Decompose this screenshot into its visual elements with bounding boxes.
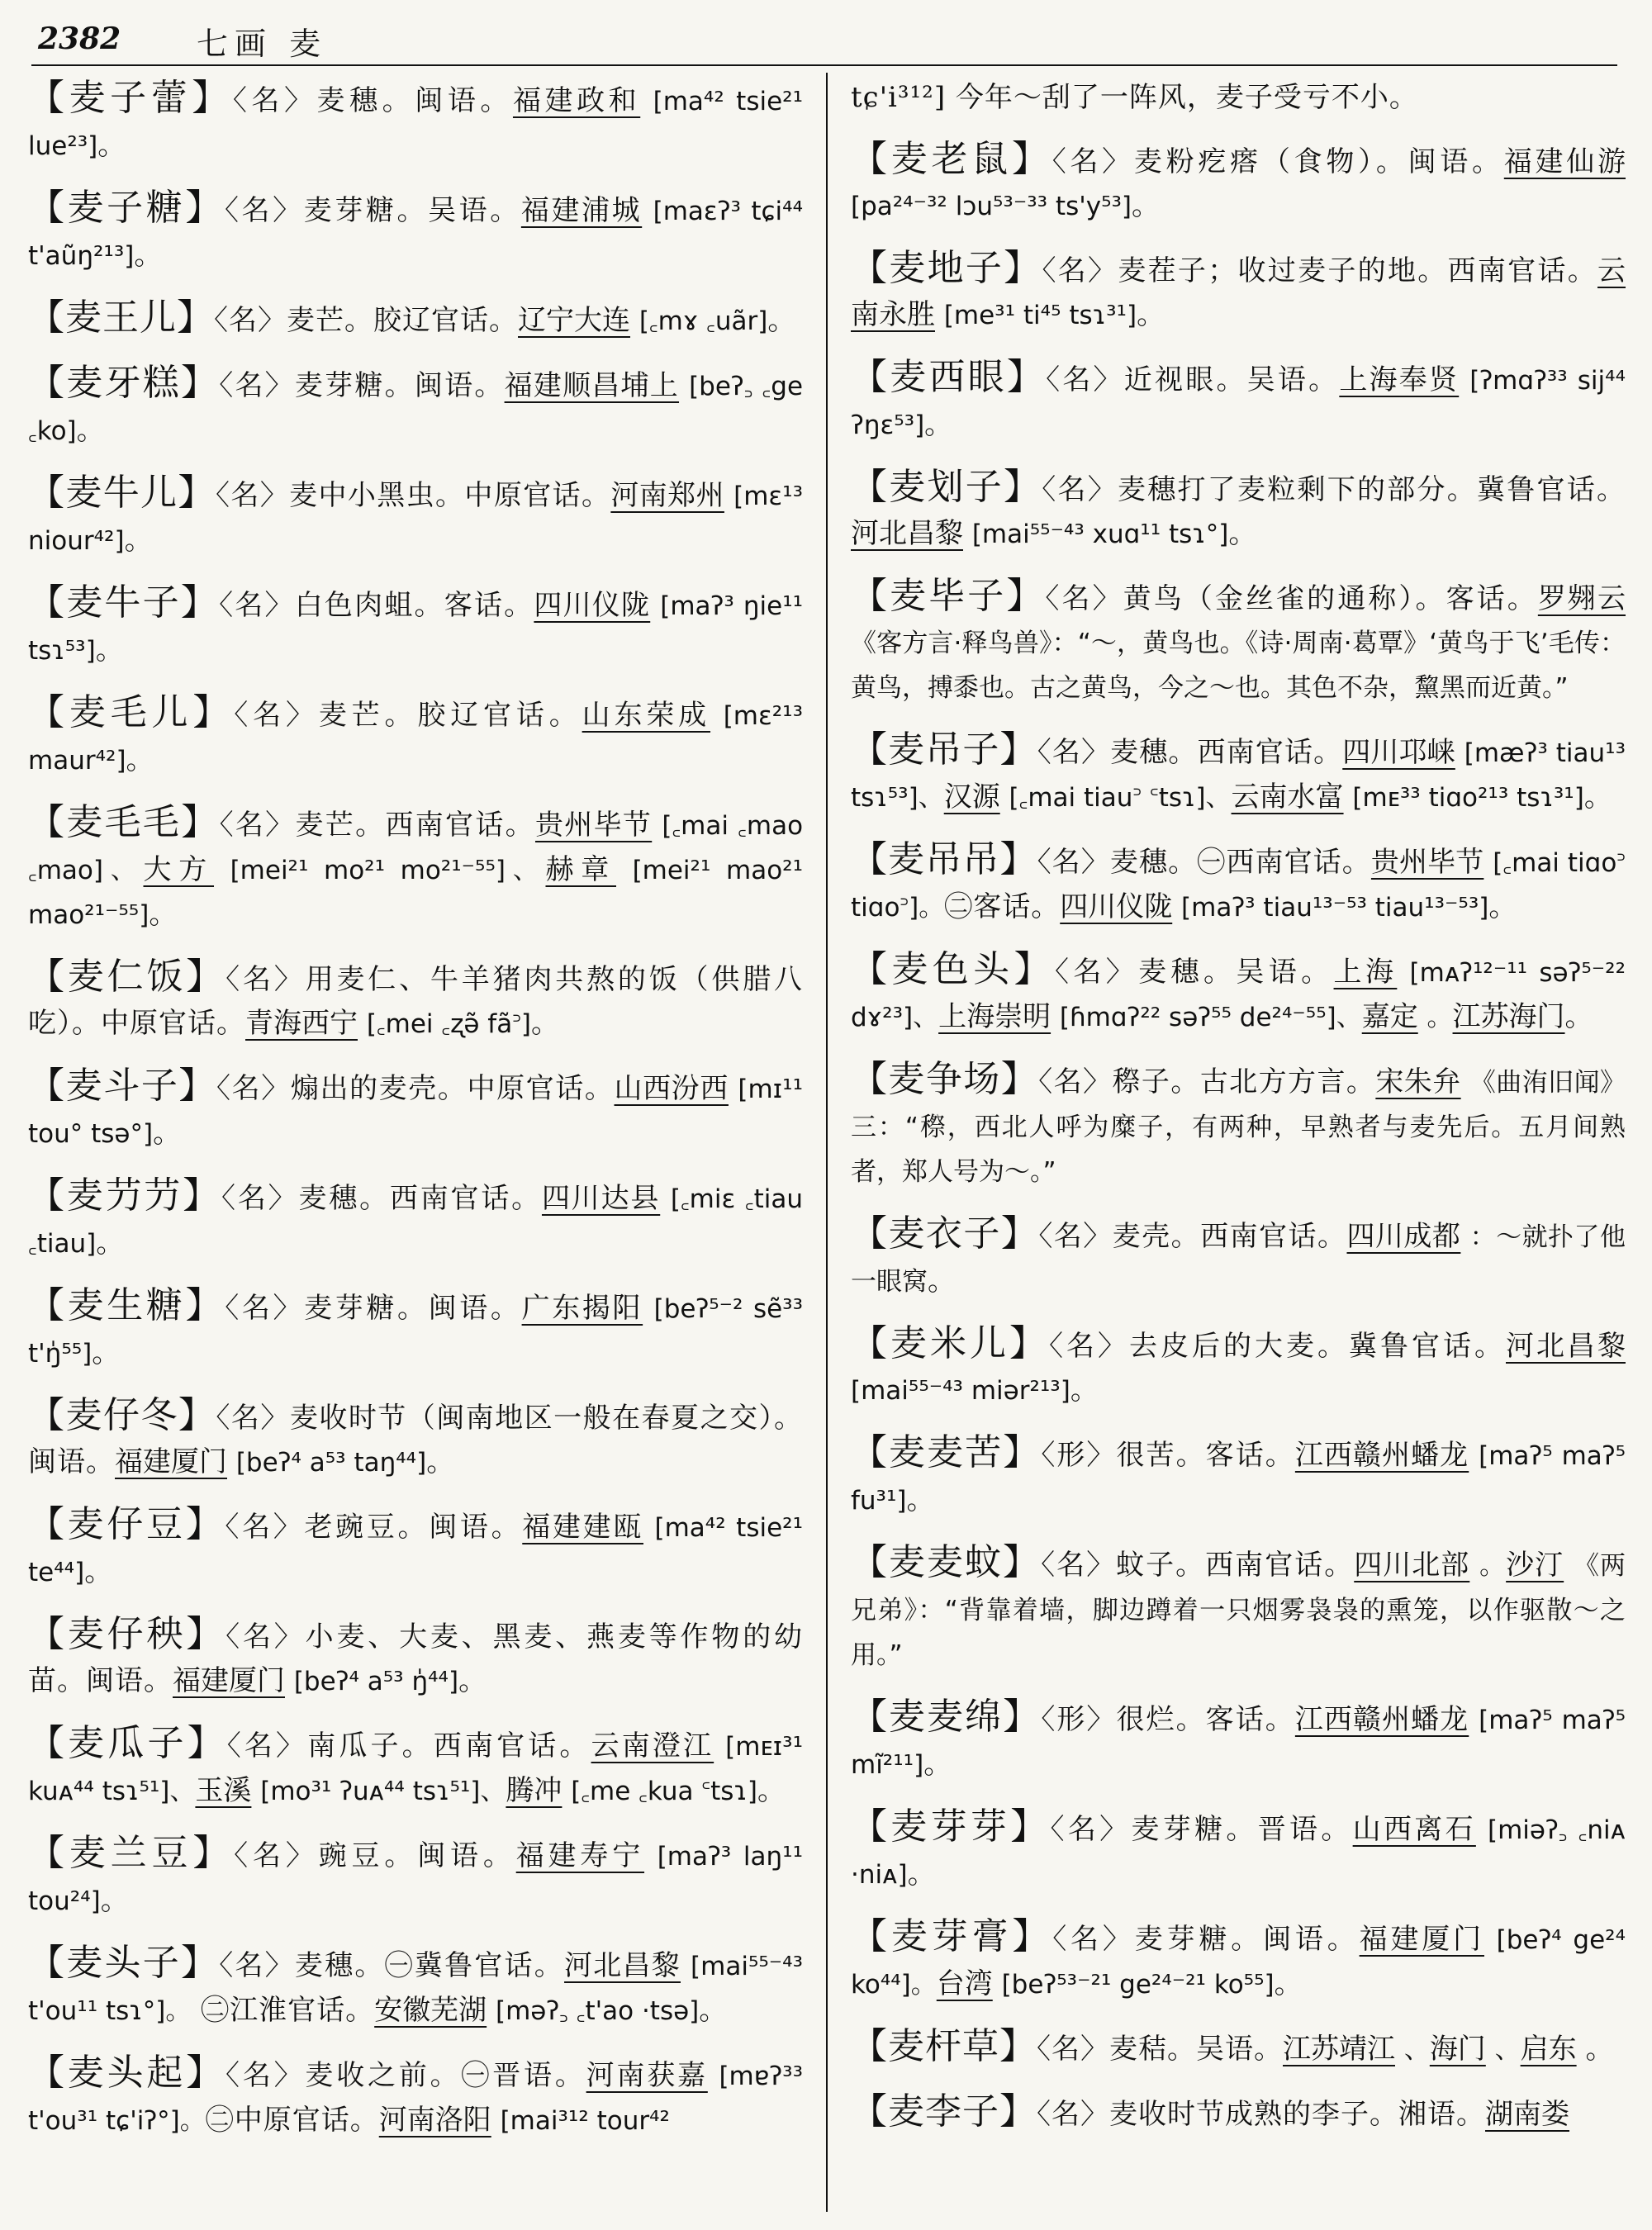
pronunciation: [꜀me ꜀kua ꜂tsɿ] [571,1777,757,1806]
definition: 麦穗。㊀西南官话。 [1109,846,1371,879]
pronunciation: [mei²¹ mao²¹ mao²¹⁻⁵⁵] [28,856,804,930]
entry-headword: 【麦杆草】 [851,2025,1037,2067]
entry-headword: 【麦色头】 [851,948,1055,990]
part-of-speech: 〈名〉 [219,1949,295,1982]
pronunciation: [maʔ³ tiau¹³⁻⁵³ tiau¹³⁻⁵³] [1181,893,1489,923]
place-name: 云南永胜 [851,254,1626,331]
pronunciation: [mᴇɪ³¹ kuᴀ⁴⁴ tsɿ⁵¹]、 [28,1732,804,1806]
definition: 蚊子。西南官话。 [1116,1549,1355,1582]
pronunciation: [ɦmɑʔ²² səʔ⁵⁵ de²⁴⁻⁵⁵]、 [1059,1003,1362,1032]
dictionary-entry [28,1393,803,1485]
pronunciation: [mai⁵⁵⁻⁴³ miər²¹³] [851,1376,1070,1406]
entry-punctuation: 。 [1228,517,1258,550]
dictionary-entry [851,837,1626,930]
dictionary-entry [28,1283,803,1376]
pronunciation: [mᴀʔ¹²⁻¹¹ səʔ⁵⁻²² dɤ²³]、 [851,958,1626,1032]
dictionary-entry [851,1057,1626,1194]
pronunciation: 。 [1427,1003,1453,1032]
header-rule [31,64,1617,66]
part-of-speech: 〈名〉 [1052,1923,1135,1956]
place-name: 河南郑州 [610,479,724,512]
place-name: 四川北部 [1354,1549,1470,1582]
dictionary-entry [28,1502,803,1595]
part-of-speech: 〈名〉 [216,1402,290,1435]
part-of-speech: 〈名〉 [234,1839,319,1872]
entry-punctuation: 。 [458,1664,488,1697]
column-divider [826,73,828,2212]
entry-headword: 【麦毛儿】 [28,691,235,733]
entry-punctuation: 。 [153,1117,183,1150]
place-name: 上海崇明 [938,1000,1051,1033]
pronunciation: [ma⁴² tsie²¹ te⁴⁴] [28,1513,804,1587]
place-name: 上海奉贤 [1339,363,1460,396]
part-of-speech: 〈名〉 [215,479,290,512]
definition: 很烂。客话。 [1116,1703,1295,1736]
part-of-speech: 〈名〉 [1038,1220,1113,1253]
pronunciation: [mɐʔ³³ t'ou³¹ tɕ'iʔ°]。 [28,2062,804,2136]
dictionary-entry [851,2090,1626,2137]
entry-headword: 【麦仔冬】 [28,1394,216,1436]
place-name: 上海 [1333,956,1398,989]
dictionary-entry [851,1212,1626,1304]
place-name: 玉溪 [195,1774,252,1807]
part-of-speech: 〈名〉 [232,84,317,117]
part-of-speech: 〈名〉 [1054,956,1139,989]
pronunciation: [beʔ꜆ ꜀ge ꜀ko] [28,372,804,446]
definition: 麦收之前。㊀晋语。 [305,2059,586,2092]
pronunciation: [mæʔ³ tiau¹³ tsɿ⁵³]、 [851,738,1626,813]
pronunciation: [maʔ³ laŋ¹¹ tou²⁴] [28,1842,804,1916]
definition: 麦穗。吴语。 [1138,956,1334,989]
pronunciation: [mai⁵⁵⁻⁴³ t'ou¹¹ tsɿ°]。 [28,1952,804,2026]
definition: 用麦仁、牛羊猪肉共熬的饭（供腊八吃）。中原官话。 [28,963,804,1040]
definition: 麦秸。吴语。 [1109,2033,1283,2066]
dictionary-entry [28,1174,803,1266]
place-name: 福建顺昌埔上 [504,369,680,402]
place-name: 沙汀 [1506,1549,1564,1582]
entry-headword: 【麦毛毛】 [28,801,220,843]
entry-headword: 【麦斗子】 [28,1065,217,1107]
place-name: 福建仙游 [1503,145,1626,178]
dictionary-entry [28,296,803,344]
entry-headword: 【麦西眼】 [851,356,1047,398]
dictionary-entry [851,1540,1626,1677]
entry-punctuation: 。 [1488,890,1518,923]
place-name: 河北昌黎 [564,1949,681,1982]
place-name: 福建厦门 [1359,1923,1484,1956]
definition: ㊁客话。 [944,890,1061,923]
entry-headword: 【麦子糖】 [28,187,225,229]
part-of-speech: 〈名〉 [216,1072,291,1105]
entry-headword: 【麦牛儿】 [28,472,216,514]
definition: 老豌豆。闽语。 [304,1511,523,1544]
pronunciation: [beʔ⁵⁻² sẽ³³ t'ŋ̍⁵⁵] [28,1294,804,1369]
place-name: 江苏海门 [1452,1000,1565,1033]
dictionary-entry [28,800,803,937]
pronunciation: [beʔ⁵³⁻²¹ ge²⁴⁻²¹ ko⁵⁵] [1001,1970,1275,2000]
entry-headword: 【麦头起】 [28,2052,226,2094]
entry-punctuation: 。 [124,524,154,557]
entry-punctuation: 。 [76,414,106,447]
place-name: 赫章 [545,853,616,886]
definition: 麦芽糖。吴语。 [303,194,521,227]
entry-headword: 【麦麦苦】 [851,1431,1042,1473]
dictionary-entry [851,2024,1626,2072]
definition: 麦穗。西南官话。 [298,1182,542,1215]
place-name: 福建政和 [512,84,641,117]
entry-headword: 【麦毕子】 [851,575,1046,617]
definition: 麦芽糖。闽语。 [1134,1923,1360,1956]
definition: 麦芒。西南官话。 [295,809,535,842]
entry-punctuation: 。 [92,1336,121,1369]
definition: 麦穗打了麦粒剩下的部分。冀鲁官话。 [1118,473,1626,506]
part-of-speech: 〈名〉 [1049,1330,1129,1363]
entry-headword: 【麦地子】 [851,247,1042,289]
definition: 麦穗。㊀冀鲁官话。 [294,1949,565,1982]
entry-punctuation: 。 [907,1858,937,1891]
place-name: 福建厦门 [115,1445,227,1478]
place-name: 云南澄江 [591,1729,714,1763]
place-name: 辽宁大连 [518,304,630,337]
place-name: 山西离石 [1352,1813,1476,1846]
part-of-speech: 〈名〉 [219,809,296,842]
pronunciation: [mᴇ³³ tiɑo²¹³ tsɿ³¹] [1352,783,1584,813]
dictionary-entry [28,76,803,168]
entry-punctuation: 。 [426,1445,456,1478]
place-name: 四川成都 [1346,1220,1461,1253]
pronunciation: [maʔ³ ŋie¹¹ tsɿ⁵³] [28,591,804,666]
dictionary-entry [851,465,1626,557]
place-name: 广东揭阳 [521,1292,643,1325]
place-name: 福建厦门 [173,1664,285,1697]
place-name: 贵州毕节 [534,809,653,842]
dictionary-entry [28,581,803,673]
pronunciation: 《两兄弟》：“背靠着墙，脚边蹲着一只烟雾袅袅的熏笼，以作驱散～之用。” [851,1551,1626,1670]
dictionary-entry [28,1831,803,1924]
pronunciation: [maʔ⁵ maʔ⁵ mĩ²¹¹] [851,1706,1626,1780]
place-name: 福建建瓯 [522,1511,643,1544]
pronunciation: [mei²¹ mo²¹ mo²¹⁻⁵⁵]、 [230,856,546,885]
place-name: 江苏靖江 [1283,2033,1395,2066]
pronunciation: [꜀mei ꜀ʐə̃ fã꜄] [366,1009,532,1039]
definition: 麦穗。西南官话。 [1110,736,1343,769]
dictionary-entry [851,137,1626,229]
place-name: 河南获嘉 [586,2059,708,2092]
part-of-speech: 〈名〉 [225,1292,305,1325]
entry-punctuation: 。 [96,1226,126,1260]
part-of-speech: 〈名〉 [1046,363,1124,396]
definition: 黄鸟（金丝雀的通称）。客话。 [1123,582,1538,615]
dictionary-entry [851,1805,1626,1897]
pronunciation: 。 [1479,1551,1507,1581]
part-of-speech: 〈名〉 [1051,145,1134,178]
part-of-speech: 〈名〉 [214,304,287,337]
place-name: 罗翙云 [1537,582,1626,615]
place-name: 河北昌黎 [1506,1330,1626,1363]
entry-headword: 【麦头子】 [28,1942,220,1984]
pronunciation: [꜀mai tiau꜄ ꜂tsɿ]、 [1009,783,1232,813]
part-of-speech: 〈名〉 [1037,2098,1109,2131]
dictionary-entry [851,1695,1626,1787]
entry-punctuation: 。 [923,1748,953,1781]
definition: 麦芽糖。闽语。 [294,369,505,402]
place-name: 青海西宁 [245,1007,358,1040]
entry-headword: 【麦仁饭】 [28,956,226,998]
place-name: 四川达县 [541,1182,661,1215]
entry-headword: 【麦吊吊】 [851,838,1037,880]
pronunciation: ：～就扑了他一眼窝 [851,1222,1626,1297]
entry-punctuation: 。 [100,1884,130,1917]
place-name: 江西赣州蟠龙 [1294,1703,1469,1736]
pronunciation: [məʔ꜆ ꜀t'ao ·tsə] [495,1996,700,2026]
entry-headword: 【麦麦蚊】 [851,1541,1042,1583]
definition: 煽出的麦壳。中原官话。 [290,1072,615,1105]
dictionary-entry [851,947,1626,1040]
entry-punctuation: 。 [531,1007,561,1040]
pronunciation: [mɛ¹³ niour⁴²] [28,482,804,556]
pronunciation: [pa²⁴⁻³² lɔu⁵³⁻³³ ts'y⁵³] [851,192,1132,221]
entry-headword: 【麦李子】 [851,2090,1037,2133]
place-name: 大方 [143,853,215,886]
dictionary-entry [851,76,1626,120]
entry-punctuation: 。 [699,1994,729,2027]
dictionary-entry [851,728,1626,820]
definition: 穄子。古北方方言。 [1112,1065,1376,1098]
entry-punctuation: 。 [1274,1967,1303,2000]
pronunciation: 《客方言·释鸟兽》：“～，黄鸟也。《诗·周南·葛覃》‘黄鸟于飞’毛传：黄鸟，搏黍也。古之黄鸟，今之～也。其色不杂，黧黑而近黄。” [851,629,1626,703]
definition: 豌豆。闽语。 [318,1839,516,1872]
pronunciation: [maʔ⁵ maʔ⁵ fu³¹] [851,1441,1626,1516]
place-name: 汉源 [943,780,1000,814]
entry-punctuation: 。 [928,1264,957,1298]
entry-headword: 【麦芀芀】 [28,1174,222,1217]
definition: 麦茬子；收过麦子的地。西南官话。 [1118,254,1598,287]
definition: 麦壳。西南官话。 [1112,1220,1347,1253]
part-of-speech: 〈名〉 [225,1511,305,1544]
entry-punctuation: 。 [126,743,155,776]
place-name: 台湾 [936,1967,993,2000]
left-column [28,76,803,2161]
dictionary-entry [28,1064,803,1156]
pronunciation: [ma⁴² tsie²¹ lue²³] [28,87,804,161]
dictionary-entry [851,246,1626,338]
pronunciation: [꜀mɤ ꜀uãr] [638,306,768,336]
place-name: 云南水富 [1231,780,1344,814]
dictionary-entry [28,955,803,1046]
part-of-speech: 〈名〉 [1045,582,1123,615]
dictionary-entry [851,1914,1626,2007]
place-name: 四川仪陇 [1060,890,1173,923]
place-name: 山西汾西 [614,1072,729,1105]
dictionary-entry [28,1721,803,1814]
definition: 麦芽糖。晋语。 [1131,1813,1353,1846]
place-name: 安徽芜湖 [374,1994,487,2027]
place-name: 江西赣州蟠龙 [1294,1439,1469,1472]
definition: ㊁江淮官话。 [191,1994,375,2027]
section-label: 七画 麦 [197,26,328,62]
pronunciation: [mai⁵⁵⁻⁴³ xuɑ¹¹ tsɿ°] [971,520,1229,549]
entry-punctuation: 。 [1132,189,1161,222]
part-of-speech: 〈名〉 [225,963,306,996]
pronunciation: [꜀mai tiɑo꜄ tiɑo꜄]。 [851,848,1626,923]
dictionary-entry [28,186,803,278]
part-of-speech: 〈形〉 [1041,1439,1117,1472]
pronunciation: 《曲洧旧闻》三：“穄，西北人呼为糜子，有两种，早熟者与麦先后。五月间熟者，郑人号为～。” [851,1068,1626,1187]
entry-punctuation: 。 [1070,1374,1099,1407]
part-of-speech: 〈名〉 [1037,2033,1109,2066]
definition: 麦芽糖。闽语。 [304,1292,522,1325]
dictionary-entry [28,1941,803,2033]
entry-headword: 【麦吊子】 [851,728,1037,771]
place-name: 湖南娄 [1485,2098,1569,2131]
entry-headword: 【麦牛子】 [28,581,220,624]
entry-headword: 【麦争场】 [851,1058,1039,1100]
entry-punctuation: 。 [924,408,954,441]
entry-punctuation: 。 [906,1483,936,1516]
pronunciation: [miəʔ꜆ ꜀niᴀ ·niᴀ] [851,1815,1626,1890]
entry-punctuation: 。 [1137,298,1166,331]
entry-continuation: tɕ'i³¹²] 今年～刮了一阵风，麦子受亏不小。 [851,81,1418,114]
page-number: 2382 [38,21,121,56]
pronunciation: [ʔmɑʔ³³ sij⁴⁴ ʔŋɛ⁵³] [851,366,1626,440]
dictionary-entry [851,355,1626,448]
pronunciation: [mɛ²¹³ maur⁴²] [28,701,804,776]
entry-headword: 【麦仔秧】 [28,1613,226,1655]
pronunciation: [me³¹ ti⁴⁵ tsɿ³¹] [943,301,1137,330]
place-name: 河北昌黎 [851,517,963,550]
entry-punctuation: 。 [757,1774,786,1807]
definition: 小麦、大麦、黑麦、燕麦等作物的幼苗。闽语。 [28,1620,804,1697]
definition: 麦收时节（闽南地区一般在春夏之交）。闽语。 [28,1402,804,1478]
definition: 近视眼。吴语。 [1123,363,1340,396]
entry-punctuation: 。 [767,304,797,337]
place-name: 福建寿宁 [515,1839,645,1872]
entry-headword: 【麦子蕾】 [28,77,233,119]
entry-headword: 【麦瓜子】 [28,1722,227,1764]
part-of-speech: 〈名〉 [234,699,319,732]
definition: ㊁中原官话。 [205,2104,379,2137]
place-name: 福建浦城 [520,194,643,227]
part-of-speech: 〈名〉 [219,589,295,622]
definition: 麦粉疙瘩（食物）。闽语。 [1133,145,1504,178]
entry-headword: 【麦衣子】 [851,1212,1039,1255]
part-of-speech: 〈名〉 [1050,1813,1132,1846]
definition: 麦芒。胶辽官话。 [287,304,518,337]
part-of-speech: 〈名〉 [224,194,304,227]
entry-headword: 【麦牙糕】 [28,362,220,404]
place-name: 腾冲 [506,1774,563,1807]
place-name: 海门 [1429,2033,1486,2066]
definition: 麦穗。闽语。 [316,84,513,117]
entry-punctuation: 。 [1583,780,1613,814]
pronunciation: [beʔ⁴ a⁵³ taŋ⁴⁴] [235,1448,427,1478]
definition: 麦中小黑虫。中原官话。 [289,479,611,512]
dictionary-entry [28,1612,803,1704]
dictionary-entry [851,574,1626,710]
entry-headword: 【麦兰豆】 [28,1832,235,1874]
entry-headword: 【麦王儿】 [28,297,214,339]
entry-punctuation: 。 [84,1555,114,1588]
part-of-speech: 〈名〉 [225,1620,306,1654]
page-header [31,15,1617,64]
entry-punctuation: 。 [1585,2033,1615,2066]
definition: 很苦。客话。 [1116,1439,1295,1472]
definition: 去皮后的大麦。冀鲁官话。 [1129,1330,1506,1363]
entry-punctuation: 。 [97,129,127,162]
part-of-speech: 〈名〉 [221,1182,299,1215]
part-of-speech: 〈名〉 [225,2059,306,2092]
entry-headword: 【麦生糖】 [28,1284,225,1326]
part-of-speech: 〈名〉 [219,369,295,402]
part-of-speech: 〈名〉 [1042,254,1118,287]
pronunciation: 、 [1494,2035,1521,2065]
place-name: 宋朱弁 [1375,1065,1461,1098]
entry-headword: 【麦芽膏】 [851,1915,1053,1957]
dictionary-entry [28,2051,803,2143]
place-name: 四川邛崃 [1342,736,1455,769]
dictionary-entry [851,1321,1626,1413]
part-of-speech: 〈名〉 [1038,1065,1113,1098]
entry-punctuation: 。 [134,239,164,272]
pronunciation: [mai³¹² tour⁴² [500,2106,670,2136]
pronunciation: [mɪ¹¹ tou° tsə°] [28,1075,804,1149]
place-name: 河南洛阳 [378,2104,491,2137]
place-name: 嘉定 [1361,1000,1418,1033]
right-column [851,76,1626,2154]
entry-punctuation: 。 [149,898,178,931]
part-of-speech: 〈形〉 [1041,1703,1117,1736]
pronunciation: [beʔ⁴ ge²⁴ ko⁴⁴]。 [851,1925,1626,2000]
pronunciation: [maɛʔ³ tɕi⁴⁴ t'aũŋ²¹³] [28,197,804,271]
pronunciation: [꜀mai ꜀mao ꜀mao]、 [28,811,804,885]
part-of-speech: 〈名〉 [226,1729,308,1763]
definition: 麦收时节成熟的李子。湘语。 [1109,2098,1485,2131]
pronunciation: 、 [1403,2035,1430,2065]
part-of-speech: 〈名〉 [1037,736,1111,769]
part-of-speech: 〈名〉 [1041,1549,1117,1582]
entry-headword: 【麦老鼠】 [851,138,1052,180]
entry-headword: 【麦芽芽】 [851,1805,1051,1848]
pronunciation: [꜀miɛ ꜀tiau ꜀tiau] [28,1184,804,1259]
entry-punctuation: 。 [95,633,125,667]
place-name: 山东荣成 [582,699,711,732]
definition: 白色肉蛆。客话。 [294,589,534,622]
entry-headword: 【麦麦绵】 [851,1696,1042,1738]
definition: 南瓜子。西南官话。 [307,1729,591,1763]
dictionary-entry [28,361,803,453]
dictionary-entry [851,1431,1626,1523]
pronunciation: [mo³¹ ʔuᴀ⁴⁴ tsɿ⁵¹]、 [260,1777,506,1806]
place-name: 启东 [1520,2033,1577,2066]
entry-headword: 【麦划子】 [851,466,1042,508]
part-of-speech: 〈名〉 [1037,846,1110,879]
place-name: 四川仪陇 [534,589,651,622]
pronunciation: [beʔ⁴ a⁵³ ŋ̍⁴⁴] [293,1667,459,1696]
entry-headword: 【麦仔豆】 [28,1503,225,1545]
entry-headword: 【麦米儿】 [851,1322,1049,1364]
dictionary-entry [28,471,803,563]
part-of-speech: 〈名〉 [1042,473,1118,506]
dictionary-entry [28,690,803,783]
definition: 麦芒。胶辽官话。 [318,699,582,732]
place-name: 贵州毕节 [1370,846,1484,879]
entry-punctuation: 。 [1564,1000,1594,1033]
